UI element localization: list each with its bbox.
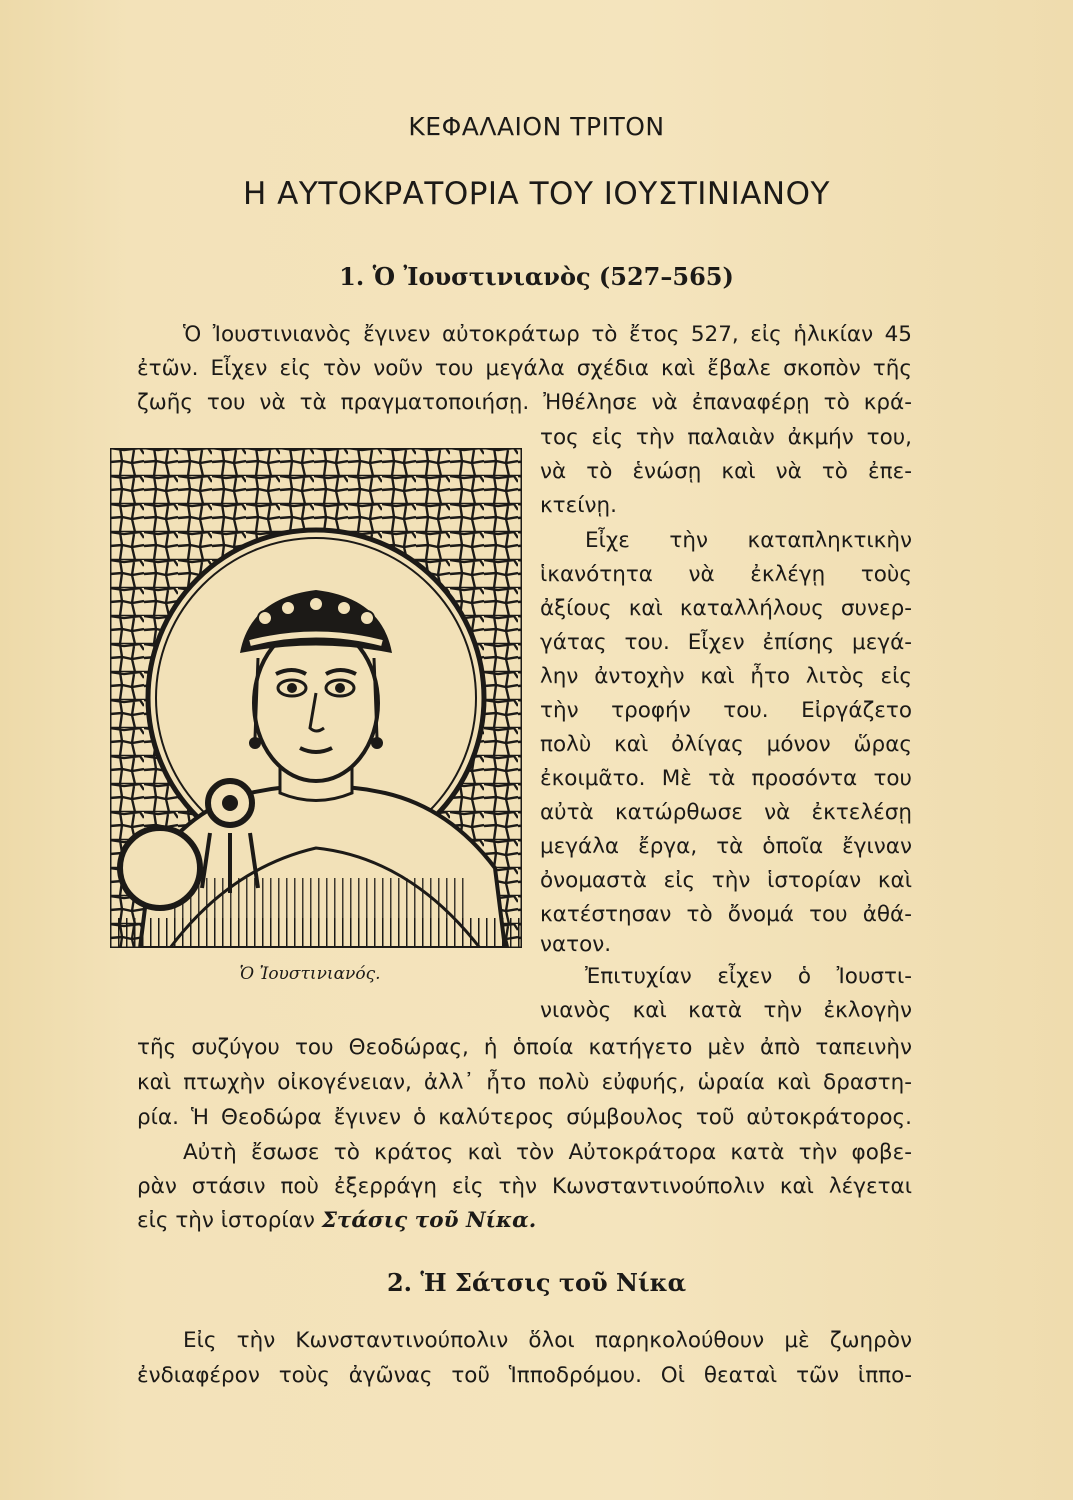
paragraph-line: νὰ τὸ ἑνώσῃ καὶ νὰ τὸ ἐπε- xyxy=(540,459,912,484)
paragraph-line: τῆς συζύγου του Θεοδώρας, ἡ ὁποία κατήγετο μὲν ἀπὸ ταπεινὴν xyxy=(137,1035,912,1060)
paragraph-line: καὶ πτωχὴν οἰκογένειαν, ἀλλ᾽ ἦτο πολὺ εὐφυής, ὡραία καὶ δραστη- xyxy=(137,1070,912,1095)
paragraph-line: αὐτὰ κατώρθωσε νὰ ἐκτελέσῃ xyxy=(540,800,912,825)
paragraph-line-last xyxy=(137,1206,912,1236)
paragraph-line: νιανὸς καὶ κατὰ τὴν ἐκλογὴν xyxy=(540,998,912,1023)
section-2-heading: 2. Ἡ Σάτσις τοῦ Νίκα xyxy=(386,1268,687,1297)
paragraph-line: Εἰς τὴν Κωνσταντινούπολιν ὅλοι παρηκολούθουν μὲ ζωηρὸν xyxy=(183,1328,912,1353)
paragraph-line: Εἶχε τὴν καταπληκτικὴν xyxy=(585,528,912,553)
paragraph-line: Ὁ Ἰουστινιανὸς ἔγινεν αὐτοκράτωρ τὸ ἔτος 527, εἰς ἡλικίαν 45 xyxy=(183,322,912,347)
paragraph-line: ἐτῶν. Εἶχεν εἰς τὸν νοῦν του μεγάλα σχέδια καὶ ἔβαλε σκοπὸν τῆς xyxy=(137,356,912,381)
paragraph-line: ἐκοιμᾶτο. Μὲ τὰ προσόντα του xyxy=(540,766,912,791)
paragraph-line: ἱκανότητα νὰ ἐκλέγῃ τοὺς xyxy=(540,562,912,587)
paragraph-line: κατέστησαν τὸ ὄνομά του ἀθά- xyxy=(540,902,912,927)
paragraph-line: κτείνῃ. xyxy=(540,493,617,518)
paragraph-line: λην ἀντοχὴν καὶ ἦτο λιτὸς εἰς xyxy=(540,664,912,689)
paragraph-line: ρία. Ἡ Θεοδώρα ἔγινεν ὁ καλύτερος σύμβουλος τοῦ αὐτοκράτορος. xyxy=(137,1105,912,1130)
paragraph-line: ἐνδιαφέρον τοὺς ἀγῶνας τοῦ Ἱπποδρόμου. Οἱ θεαταὶ τῶν ἱππο- xyxy=(137,1363,912,1388)
paragraph-line: ἀξίους καὶ καταλλήλους συνερ- xyxy=(540,596,912,621)
paragraph-line: μεγάλα ἔργα, τὰ ὁποῖα ἔγιναν xyxy=(540,834,912,859)
paragraph-line: ζωῆς του νὰ τὰ πραγματοποιήσῃ. Ἠθέλησε νὰ ἐπαναφέρῃ τὸ κρά- xyxy=(137,390,912,415)
section-1-heading: 1. Ὁ Ἰουστινιανὸς (527–565) xyxy=(339,262,734,291)
emphasis-text: Στάσις τοῦ Νίκα. xyxy=(321,1208,537,1233)
paragraph-text: εἰς τὴν ἱστορίαν xyxy=(137,1208,315,1233)
paragraph-line: Αὐτὴ ἔσωσε τὸ κράτος καὶ τὸν Αὐτοκράτορα κατὰ τὴν φοβε- xyxy=(183,1140,912,1165)
paragraph-line: τὴν τροφήν του. Εἰργάζετο xyxy=(540,698,912,723)
chapter-title: Η ΑΥΤΟΚΡΑΤΟΡΙΑ ΤΟΥ ΙΟΥΣΤΙΝΙΑΝΟΥ xyxy=(243,176,830,212)
paragraph-line: νατον. xyxy=(540,932,612,957)
paragraph-line: ρὰν στάσιν ποὺ ἐξερράγη εἰς τὴν Κωνσταντινούπολιν καὶ λέγεται xyxy=(137,1174,912,1199)
image-caption: Ὁ Ἰουστινιανός. xyxy=(239,964,381,984)
chapter-label: ΚΕΦΑΛΑΙΟΝ ΤΡΙΤΟΝ xyxy=(408,112,665,141)
paragraph-line: ὀνομαστὰ εἰς τὴν ἱστορίαν καὶ xyxy=(540,868,912,893)
paragraph-line: πολὺ καὶ ὀλίγας μόνον ὥρας xyxy=(540,732,912,757)
paragraph-line: τος εἰς τὴν παλαιὰν ἀκμήν του, xyxy=(540,425,912,450)
paragraph-line: Ἐπιτυχίαν εἶχεν ὁ Ἰουστι- xyxy=(585,964,912,989)
justinian-mosaic-illustration xyxy=(110,448,522,948)
paragraph-line: γάτας του. Εἶχεν ἐπίσης μεγά- xyxy=(540,630,912,655)
